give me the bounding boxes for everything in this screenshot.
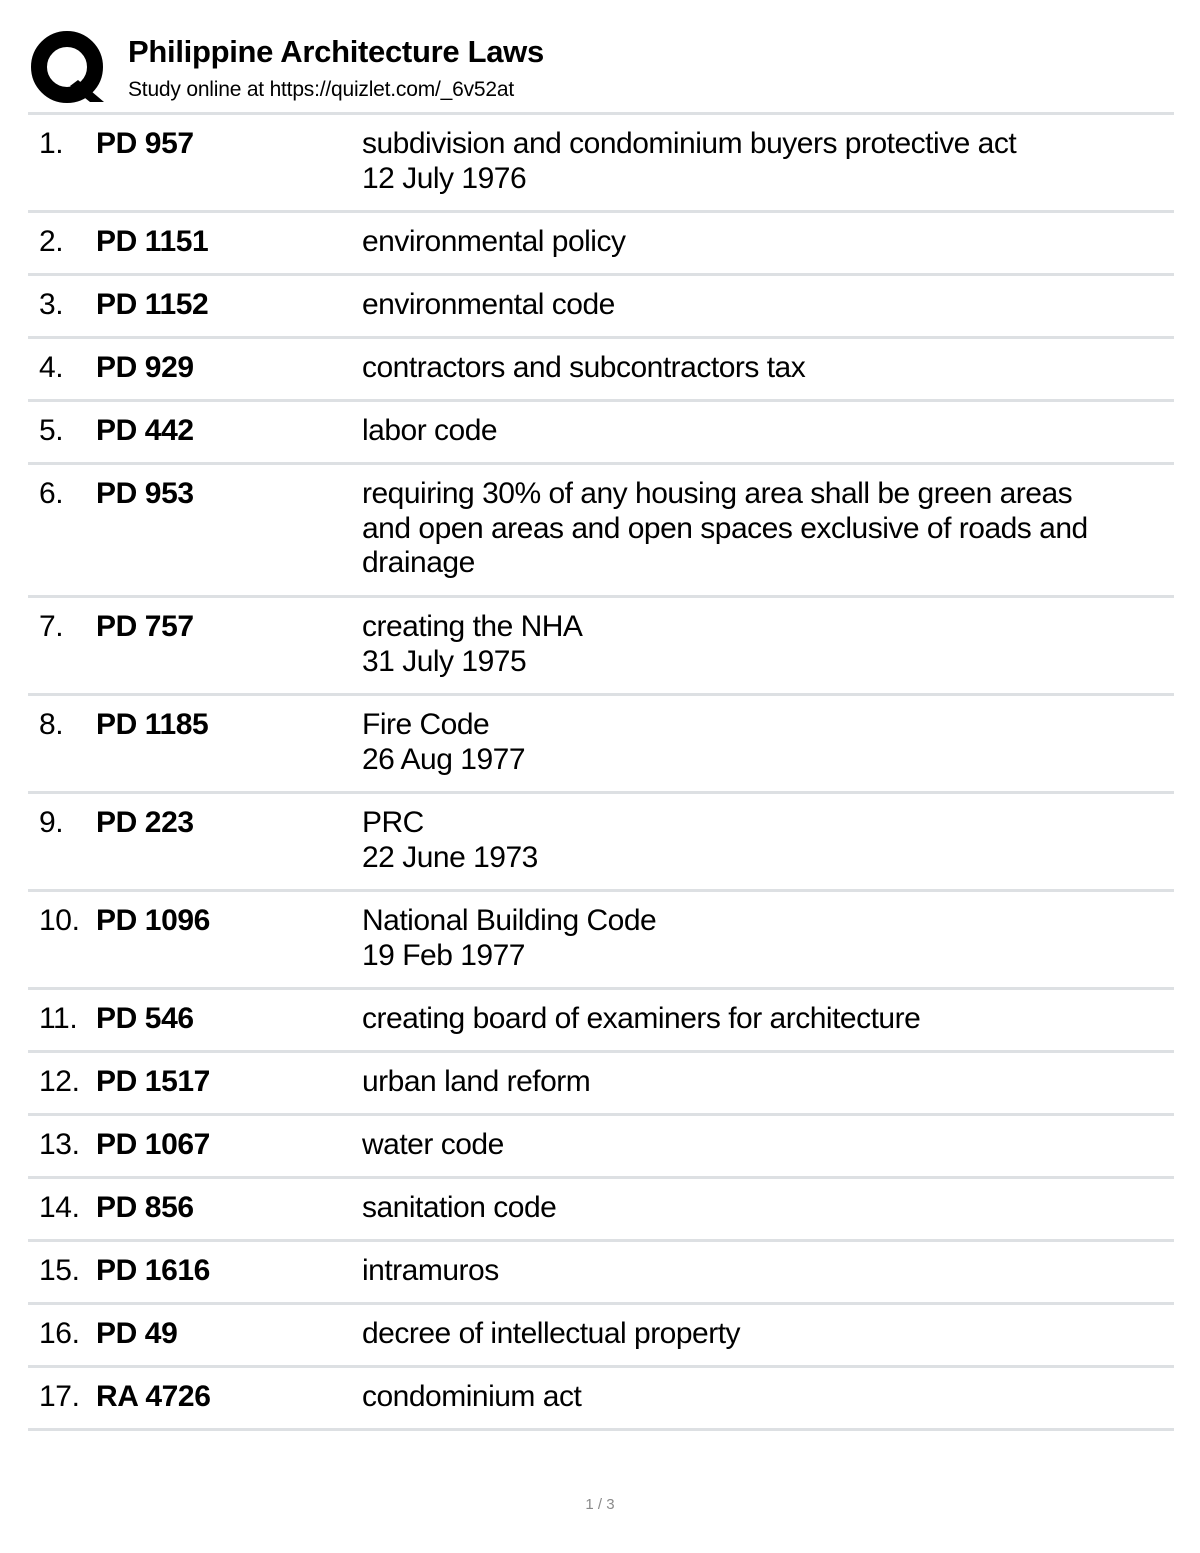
term-row [28,1116,1174,1179]
term-label: PD 223 [96,806,194,839]
term-row [28,1053,1174,1116]
term-number: 11. [39,1002,78,1035]
term-label: PD 1096 [96,904,210,937]
definition-line: 22 June 1973 [362,840,538,874]
term-definition [362,225,1170,260]
term-label: PD 1151 [96,225,209,258]
term-number: 14. [39,1191,80,1224]
term-definition [362,1065,1170,1100]
definition-line: drainage [362,546,475,579]
definition-line: requiring 30% of any housing area shall be green areas [362,477,1073,510]
definition-line: intramuros [362,1254,499,1287]
definition-line: water code [362,1128,504,1161]
page-subtitle: Study online at https://quizlet.com/_6v52at [128,78,514,101]
definition-line: 31 July 1975 [362,644,527,678]
term-definition [362,127,1170,196]
term-label: PD 1185 [96,708,209,741]
definition-line: National Building Code [362,904,657,937]
page-title: Philippine Architecture Laws [128,34,544,69]
term-label: PD 929 [96,351,194,384]
term-row [28,696,1174,794]
term-label: PD 856 [96,1191,194,1224]
term-label: PD 49 [96,1317,178,1350]
term-label: PD 1067 [96,1128,210,1161]
term-row [28,598,1174,696]
term-label: PD 953 [96,477,194,510]
term-label: PD 1152 [96,288,209,321]
term-number: 7. [39,610,64,643]
term-number: 6. [39,477,64,510]
term-definition [362,1317,1170,1352]
definition-line: 12 July 1976 [362,161,527,195]
term-definition [362,414,1170,449]
term-definition [362,351,1170,386]
definition-line: decree of intellectual property [362,1317,741,1350]
term-row [28,990,1174,1053]
definition-line: Fire Code [362,708,490,741]
term-definition [362,806,1170,875]
term-row [28,115,1174,213]
definition-line: and open areas and open spaces exclusive of roads and [362,511,1088,545]
term-row [28,276,1174,339]
term-row [28,1242,1174,1305]
term-definition [362,1002,1170,1037]
definition-line: condominium act [362,1380,582,1413]
term-number: 17. [39,1380,80,1413]
term-list [28,112,1174,1431]
term-row [28,402,1174,465]
term-row [28,339,1174,402]
term-definition [362,904,1170,973]
term-row [28,1305,1174,1368]
term-number: 4. [39,351,64,384]
term-definition [362,1380,1170,1415]
term-row [28,1179,1174,1242]
term-number: 2. [39,225,64,258]
term-number: 9. [39,806,64,839]
term-number: 12. [39,1065,80,1098]
term-row [28,892,1174,990]
term-definition [362,288,1170,323]
term-row [28,1368,1174,1431]
term-label: PD 757 [96,610,194,643]
term-row [28,794,1174,892]
term-number: 13. [39,1128,80,1161]
term-number: 5. [39,414,64,447]
page-number: 1 / 3 [585,1496,615,1513]
term-label: PD 957 [96,127,194,160]
term-definition [362,1191,1170,1226]
term-number: 10. [39,904,80,937]
term-definition [362,708,1170,777]
definition-line: environmental code [362,288,615,321]
definition-line: 26 Aug 1977 [362,742,526,776]
term-number: 16. [39,1317,80,1350]
definition-line: contractors and subcontractors tax [362,351,806,384]
definition-line: creating board of examiners for architecture [362,1002,921,1035]
term-definition [362,1254,1170,1289]
definition-line: urban land reform [362,1065,591,1098]
definition-line: sanitation code [362,1191,557,1224]
term-label: PD 1517 [96,1065,210,1098]
term-label: PD 546 [96,1002,194,1035]
definition-line: subdivision and condominium buyers protective act [362,127,1017,160]
definition-line: 19 Feb 1977 [362,938,525,972]
term-number: 3. [39,288,64,321]
definition-line: PRC [362,806,424,839]
term-number: 8. [39,708,64,741]
quizlet-logo-icon [30,30,108,108]
term-row [28,213,1174,276]
definition-line: labor code [362,414,498,447]
document-header [28,28,1174,110]
definition-line: creating the NHA [362,610,583,643]
term-definition [362,610,1170,679]
term-label: RA 4726 [96,1380,211,1413]
term-label: PD 442 [96,414,194,447]
term-definition [362,477,1170,581]
definition-line: environmental policy [362,225,626,258]
term-number: 15. [39,1254,80,1287]
term-row [28,465,1174,598]
term-number: 1. [39,127,64,160]
term-label: PD 1616 [96,1254,210,1287]
term-definition [362,1128,1170,1163]
